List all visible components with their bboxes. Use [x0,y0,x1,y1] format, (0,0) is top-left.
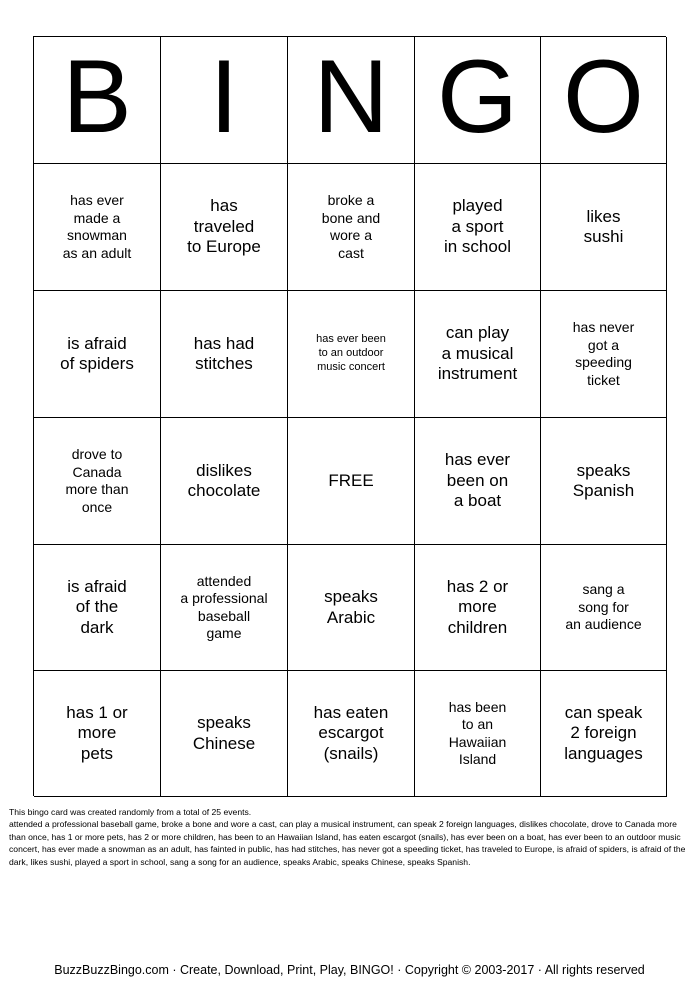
bingo-square: attended a professional baseball game [161,545,288,671]
bingo-square: has been to an Hawaiian Island [415,671,541,797]
footer-copyright: BuzzBuzzBingo.com · Create, Download, Print, Play, BINGO! · Copyright © 2003-2017 · All rights reserved [54,963,645,977]
header-letter-g: G [415,37,541,164]
bingo-square: has ever been on a boat [415,418,541,545]
bingo-square: has traveled to Europe [161,164,288,291]
header-letter-i: I [161,37,288,164]
bingo-square: speaks Arabic [288,545,415,671]
card-info-intro: This bingo card was created randomly from a total of 25 events. [9,807,252,817]
free-square: FREE [288,418,415,545]
header-letter-n: N [288,37,415,164]
bingo-square: dislikes chocolate [161,418,288,545]
bingo-square: speaks Spanish [541,418,667,545]
bingo-square: is afraid of the dark [34,545,161,671]
bingo-square: has had stitches [161,291,288,418]
bingo-square: played a sport in school [415,164,541,291]
card-info-events: attended a professional baseball game, broke a bone and wore a cast, can play a musical instrument, can speak 2 foreign languages, dislikes chocolate, drove to Canada more than once, has 1 or more pets, has 2 or more children, has been to an Hawaiian Island, has eaten escargot (snails), has ever been on a boat, has ever been to an outdoor music concert, has ever made a snowman as an adult, has fainted in public, has had stitches, has never got a speeding ticket, has traveled to Europe, is afraid of spiders, is afraid of the dark, likes sushi, played a sport in school, sang a song for an audience, speaks Arabic, speaks Chinese, speaks Spanish. [9,819,686,867]
bingo-square: has ever made a snowman as an adult [34,164,161,291]
bingo-square: likes sushi [541,164,667,291]
bingo-square: has eaten escargot (snails) [288,671,415,797]
bingo-square: sang a song for an audience [541,545,667,671]
header-letter-o: O [541,37,667,164]
bingo-square: has never got a speeding ticket [541,291,667,418]
bingo-square: has 2 or more children [415,545,541,671]
bingo-square: has ever been to an outdoor music concert [288,291,415,418]
bingo-square: can speak 2 foreign languages [541,671,667,797]
bingo-square: can play a musical instrument [415,291,541,418]
bingo-square: drove to Canada more than once [34,418,161,545]
bingo-square: has 1 or more pets [34,671,161,797]
card-info [9,806,691,868]
bingo-card [33,36,666,796]
bingo-square: is afraid of spiders [34,291,161,418]
header-letter-b: B [34,37,161,164]
bingo-square: broke a bone and wore a cast [288,164,415,291]
bingo-square: speaks Chinese [161,671,288,797]
